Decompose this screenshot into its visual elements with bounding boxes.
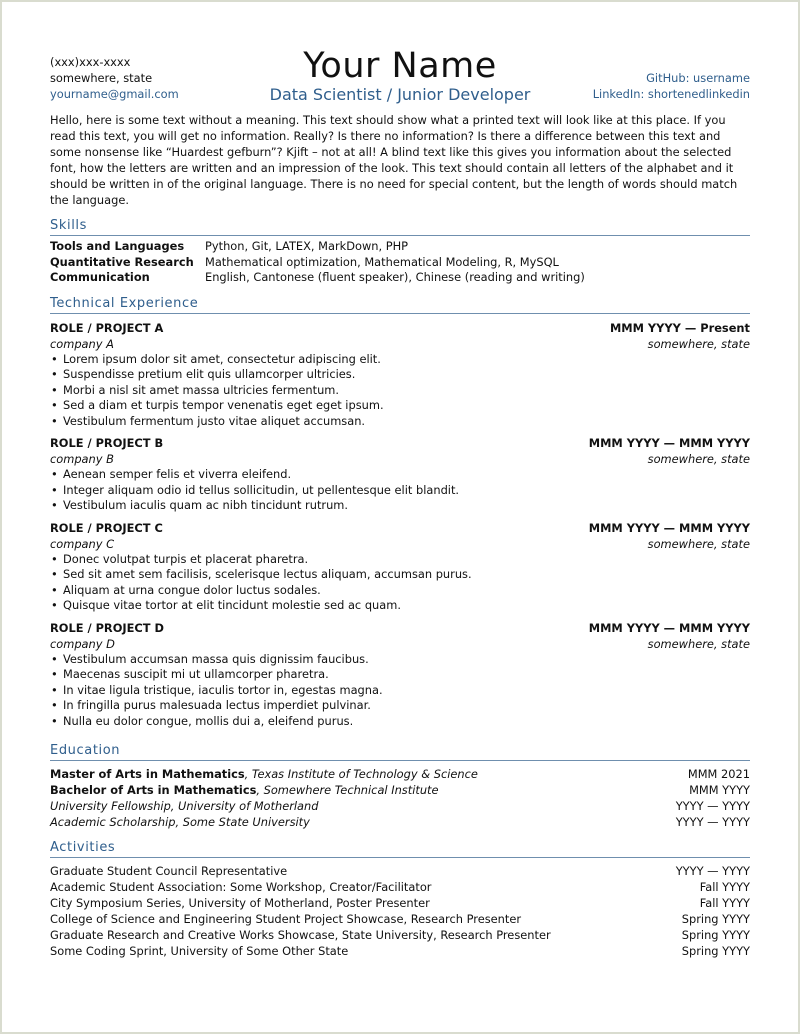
job-dates: MMM YYYY — MMM YYYY: [588, 620, 750, 635]
activity-text: City Symposium Series, University of Motherland, Poster Presenter: [50, 896, 430, 910]
job-role: ROLE / PROJECT B: [50, 436, 164, 450]
activity-row: [50, 879, 750, 895]
bullet-item: • Integer aliquam odio id tellus sollicitudin, ut pellentesque elit blandit.: [50, 483, 750, 499]
job-header-row: [50, 435, 750, 451]
job-role: ROLE / PROJECT C: [50, 520, 163, 535]
skill-category: Communication: [50, 270, 150, 284]
bullet-item: • Vestibulum fermentum justo vitae aliquet accumsan.: [50, 414, 750, 430]
resume-page: [2, 2, 798, 1032]
job-bullets: [50, 467, 750, 514]
activity-date: Fall YYYY: [699, 880, 750, 894]
activity-date: Spring YYYY: [681, 912, 750, 926]
education-row: [50, 766, 750, 782]
bullet-item: • Aenean semper felis et viverra eleifend.: [50, 467, 750, 483]
education-date: YYYY — YYYY: [675, 815, 750, 829]
activity-row: [50, 927, 750, 943]
linkedin-link[interactable]: LinkedIn: shortenedlinkedin: [592, 87, 750, 101]
section-experience-heading: Technical Experience: [50, 296, 750, 314]
bullet-item: • Vestibulum accumsan massa quis dignissim faucibus.: [50, 652, 750, 668]
bullet-item: • Donec volutpat turpis et placerat pharetra.: [50, 552, 750, 568]
job-bullets: [50, 352, 750, 430]
skill-row: [50, 270, 750, 286]
job-entry: [50, 320, 750, 430]
skill-category: Tools and Languages: [50, 239, 185, 253]
bullet-item: • Vestibulum iaculis quam ac nibh tincidunt rutrum.: [50, 498, 750, 514]
job-bullets: [50, 652, 750, 730]
education-entry: [50, 766, 478, 782]
education-entry: [50, 782, 439, 798]
skill-items: English, Cantonese (fluent speaker), Chinese (reading and writing): [205, 270, 585, 284]
bullet-item: • Maecenas suscipit mi ut ullamcorper pharetra.: [50, 667, 750, 683]
resume-content: [50, 46, 750, 959]
section-activities-heading: Activities: [50, 840, 750, 858]
job-role: ROLE / PROJECT A: [50, 320, 164, 335]
activity-row: [50, 895, 750, 911]
name-heading: Your Name: [303, 46, 497, 86]
skill-row: [50, 239, 750, 255]
job-location: somewhere, state: [647, 636, 750, 651]
intro-paragraph: Hello, here is some text without a meaning. This text should show what a printed text will look like at this place. If you read this text, you will get no information. Really? Is there no information? Is there a difference between this text and some nonsense like “Huardest gefburn”? Kjift – not at all! A blind text like this gives you information about the selected font, how the letters are written and an impression of the look. This text should contain all letters of the alphabet and it should be written in of the original language. There is no need for special content, but the length of words should match the language.: [50, 113, 738, 207]
bullet-item: • Quisque vitae tortor at elit tincidunt molestie sed ac quam.: [50, 598, 750, 614]
job-company: company A: [50, 336, 114, 351]
bullet-item: • Sed a diam et turpis tempor venenatis eget eget ipsum.: [50, 398, 750, 414]
activity-date: Spring YYYY: [681, 944, 750, 958]
education-row: [50, 798, 750, 814]
section-education-heading: Education: [50, 743, 750, 761]
school-name: , Texas Institute of Technology & Science: [244, 767, 478, 781]
bullet-item: • Nulla eu dolor congue, mollis dui a, eleifend purus.: [50, 714, 750, 730]
activity-text: Graduate Student Council Representative: [50, 864, 288, 878]
activity-text: Graduate Research and Creative Works Showcase, State University, Research Presenter: [50, 928, 551, 942]
bullet-item: • Morbi a nisl sit amet massa ultricies fermentum.: [50, 383, 750, 399]
skill-row: [50, 255, 750, 271]
phone: (xxx)xxx-xxxx: [50, 55, 131, 69]
job-company-row: [50, 536, 750, 552]
activity-row: [50, 911, 750, 927]
honor-name: University Fellowship, University of Motherland: [50, 799, 319, 813]
job-location: somewhere, state: [647, 452, 750, 466]
bullet-item: • In fringilla purus malesuada lectus imperdiet pulvinar.: [50, 698, 750, 714]
skill-items: Python, Git, LATEX, MarkDown, PHP: [205, 239, 409, 253]
job-role: ROLE / PROJECT D: [50, 620, 164, 635]
job-company: company C: [50, 536, 115, 551]
job-location: somewhere, state: [647, 336, 750, 351]
education-date: MMM YYYY: [689, 783, 750, 797]
education-row: [50, 814, 750, 830]
job-company: company B: [50, 452, 114, 466]
degree-name: Master of Arts in Mathematics: [50, 767, 245, 781]
education-date: YYYY — YYYY: [675, 799, 750, 813]
activity-row: [50, 943, 750, 959]
skill-items: Mathematical optimization, Mathematical Modeling, R, MySQL: [205, 254, 559, 269]
school-name: , Somewhere Technical Institute: [256, 783, 439, 797]
section-skills-heading: Skills: [50, 218, 750, 236]
job-dates: MMM YYYY — MMM YYYY: [588, 436, 750, 450]
job-entry: [50, 620, 750, 730]
job-entry: [50, 435, 750, 514]
github-link[interactable]: GitHub: username: [646, 71, 750, 85]
honor-name: Academic Scholarship, Some State University: [50, 815, 310, 829]
contact-right: [593, 70, 750, 102]
skill-category: Quantitative Research: [50, 254, 194, 269]
bullet-item: • Sed sit amet sem facilisis, scelerisque lectus aliquam, accumsan purus.: [50, 567, 750, 583]
job-company-row: [50, 336, 750, 352]
bullet-item: • Lorem ipsum dolor sit amet, consectetur adipiscing elit.: [50, 352, 750, 368]
education-entry: [50, 814, 310, 830]
job-header-row: [50, 620, 750, 636]
bullet-item: • Suspendisse pretium elit quis ullamcorper ultricies.: [50, 367, 750, 383]
activities-list: [50, 863, 750, 959]
resume-header: [50, 46, 750, 106]
activity-date: Fall YYYY: [699, 896, 750, 910]
job-entry: [50, 520, 750, 614]
skills-table: [50, 239, 750, 286]
bullet-item: • In vitae ligula tristique, iaculis tortor in, egestas magna.: [50, 683, 750, 699]
job-dates: MMM YYYY — MMM YYYY: [588, 520, 750, 535]
activity-date: YYYY — YYYY: [675, 864, 750, 878]
location: somewhere, state: [50, 71, 153, 85]
activity-text: Some Coding Sprint, University of Some Other State: [50, 944, 349, 958]
activity-date: Spring YYYY: [681, 928, 750, 942]
job-company-row: [50, 636, 750, 652]
job-header-row: [50, 320, 750, 336]
job-title: Data Scientist / Junior Developer: [269, 85, 531, 104]
education-row: [50, 782, 750, 798]
education-date: MMM 2021: [687, 767, 750, 781]
education-entry: [50, 798, 319, 814]
job-header-row: [50, 520, 750, 536]
email-link[interactable]: yourname@gmail.com: [50, 87, 179, 101]
job-company: company D: [50, 636, 115, 651]
job-dates: MMM YYYY — Present: [609, 320, 750, 335]
education-list: [50, 766, 750, 830]
job-location: somewhere, state: [647, 536, 750, 551]
activity-text: College of Science and Engineering Student Project Showcase, Research Presenter: [50, 912, 522, 926]
job-bullets: [50, 552, 750, 614]
degree-name: Bachelor of Arts in Mathematics: [50, 783, 257, 797]
bullet-item: • Aliquam at urna congue dolor luctus sodales.: [50, 583, 750, 599]
experience-list: [50, 320, 750, 730]
job-company-row: [50, 451, 750, 467]
activity-row: [50, 863, 750, 879]
activity-text: Academic Student Association: Some Workshop, Creator/Facilitator: [50, 880, 432, 894]
